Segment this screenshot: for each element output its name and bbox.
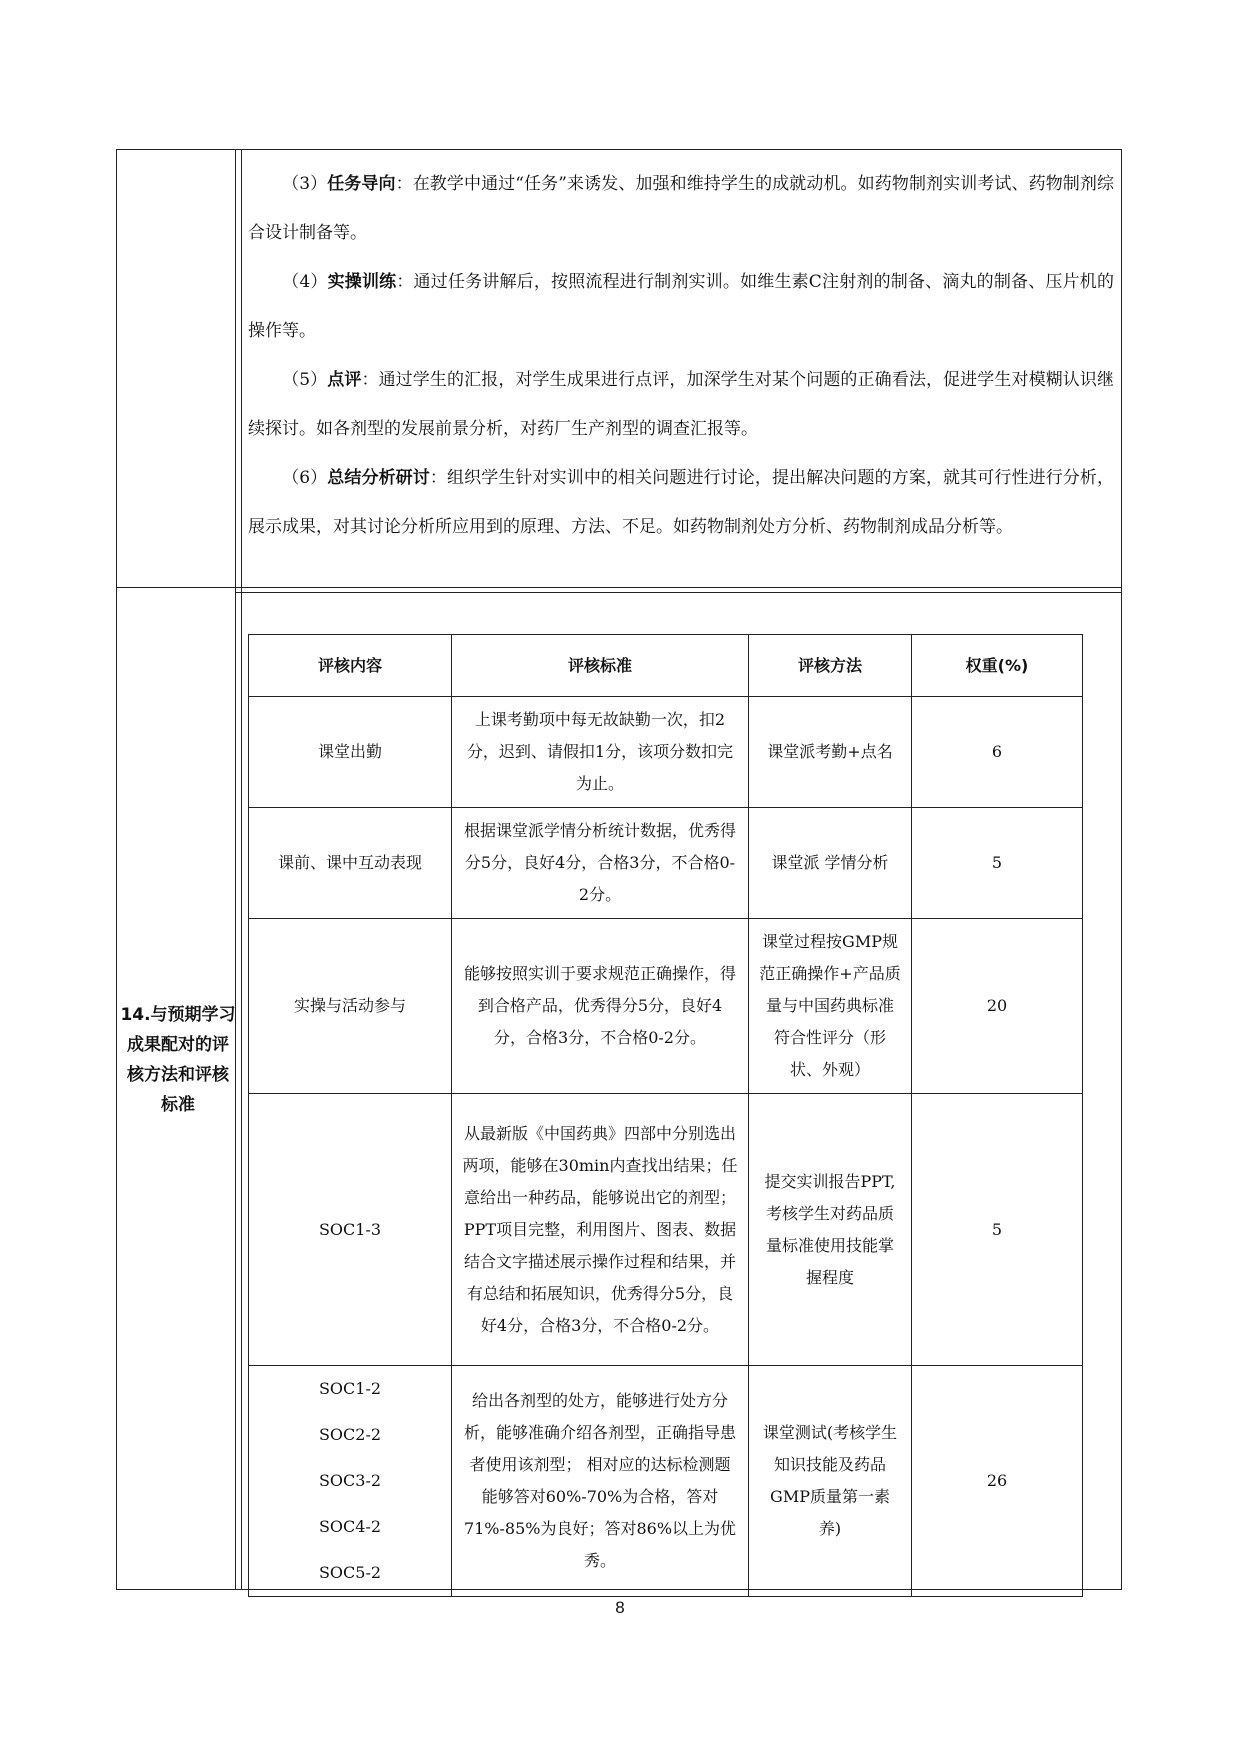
paragraph-body: ：在教学中通过“任务”来诱发、加强和维持学生的成就动机。如药物制剂实训考试、药物制剂综合设计制备等。 [248, 174, 1114, 243]
paragraph-title: 总结分析研讨 [327, 468, 430, 488]
list-item: SOC3-2 [318, 1471, 382, 1490]
cell-weight: 26 [912, 1366, 1083, 1597]
paragraph-title: 实操训练 [327, 272, 397, 292]
cell-content: 实操与活动参与 [249, 919, 452, 1094]
page-number: 8 [615, 1598, 625, 1617]
table-row [249, 808, 1083, 919]
row-divider-double [236, 592, 1122, 593]
cell-criteria: 从最新版《中国药典》四部中分别选出两项，能够在30min内查找出结果；任意给出一种药品，能够说出它的剂型；PPT项目完整，利用图片、图表、数据结合文字描述展示操作过程和结果，并有总结和拓展知识，优秀得分5分，良好4分，合格3分，不合格0-2分。 [452, 1094, 749, 1366]
header-content: 评核内容 [249, 635, 452, 697]
list-item: SOC5-2 [318, 1563, 382, 1582]
paragraph-summary-discussion [248, 454, 1114, 552]
paragraph-review [248, 356, 1114, 454]
cell-content: 课堂出勤 [249, 697, 452, 808]
cell-criteria: 上课考勤项中每无故缺勤一次，扣2分，迟到、请假扣1分，该项分数扣完为止。 [452, 697, 749, 808]
cell-method: 课堂派考勤+点名 [749, 697, 912, 808]
list-item: SOC4-2 [318, 1517, 382, 1536]
paragraph-task-oriented [248, 160, 1114, 258]
assessment-table [248, 634, 1083, 1597]
paragraph-body: ：组织学生针对实训中的相关问题进行讨论，提出解决问题的方案，就其可行性进行分析，展示成果，对其讨论分析所应用到的原理、方法、不足。如药物制剂处方分析、药物制剂成品分析等。 [248, 468, 1115, 537]
table-header-row [249, 635, 1083, 697]
paragraph-prefix: （5） [282, 370, 328, 390]
paragraph-prefix: （6） [282, 468, 328, 488]
cell-method: 课堂测试(考核学生知识技能及药品GMP质量第一素养) [749, 1366, 912, 1597]
paragraph-title: 点评 [327, 370, 362, 390]
cell-criteria: 根据课堂派学情分析统计数据，优秀得分5分，良好4分，合格3分，不合格0-2分。 [452, 808, 749, 919]
cell-weight: 6 [912, 697, 1083, 808]
cell-weight: 5 [912, 808, 1083, 919]
row-label-assessment: 14.与预期学习成果配对的评核方法和评核标准 [120, 1005, 236, 1115]
header-weight: 权重(%) [912, 635, 1083, 697]
column-divider-outer [235, 149, 236, 1590]
teaching-methods-section [248, 160, 1114, 552]
table-row [249, 697, 1083, 808]
column-divider-inner [241, 149, 242, 1590]
paragraph-body: ：通过学生的汇报，对学生成果进行点评，加深学生对某个问题的正确看法，促进学生对模糊认识继续探讨。如各剂型的发展前景分析，对药厂生产剂型的调查汇报等。 [248, 370, 1115, 439]
row-divider [116, 587, 1122, 588]
list-item: SOC2-2 [318, 1425, 382, 1444]
cell-content: 课前、课中互动表现 [249, 808, 452, 919]
paragraph-body: ：通过任务讲解后，按照流程进行制剂实训。如维生素C注射剂的制备、滴丸的制备、压片机的操作等。 [248, 272, 1114, 341]
table-row [249, 1366, 1083, 1597]
header-criteria: 评核标准 [452, 635, 749, 697]
paragraph-practical-training [248, 258, 1114, 356]
cell-method: 课堂过程按GMP规范正确操作+产品质量与中国药典标准符合性评分（形状、外观） [749, 919, 912, 1094]
cell-criteria: 给出各剂型的处方，能够进行处方分析，能够准确介绍各剂型，正确指导患者使用该剂型； 相对应的达标检测题能够答对60%-70%为合格，答对71%-85%为良好；答对86%以上为优秀。 [452, 1366, 749, 1597]
list-item: SOC1-2 [318, 1379, 382, 1398]
cell-content: SOC1-3 [249, 1094, 452, 1366]
paragraph-prefix: （3） [282, 174, 328, 194]
table-row [249, 1094, 1083, 1366]
cell-weight: 5 [912, 1094, 1083, 1366]
cell-content-list [249, 1366, 452, 1597]
cell-method: 课堂派 学情分析 [749, 808, 912, 919]
table-row [249, 919, 1083, 1094]
paragraph-title: 任务导向 [327, 174, 396, 194]
cell-weight: 20 [912, 919, 1083, 1094]
paragraph-prefix: （4） [282, 272, 328, 292]
cell-criteria: 能够按照实训于要求规范正确操作，得到合格产品，优秀得分5分，良好4分，合格3分，不合格0-2分。 [452, 919, 749, 1094]
cell-method: 提交实训报告PPT,考核学生对药品质量标准使用技能掌握程度 [749, 1094, 912, 1366]
header-method: 评核方法 [749, 635, 912, 697]
